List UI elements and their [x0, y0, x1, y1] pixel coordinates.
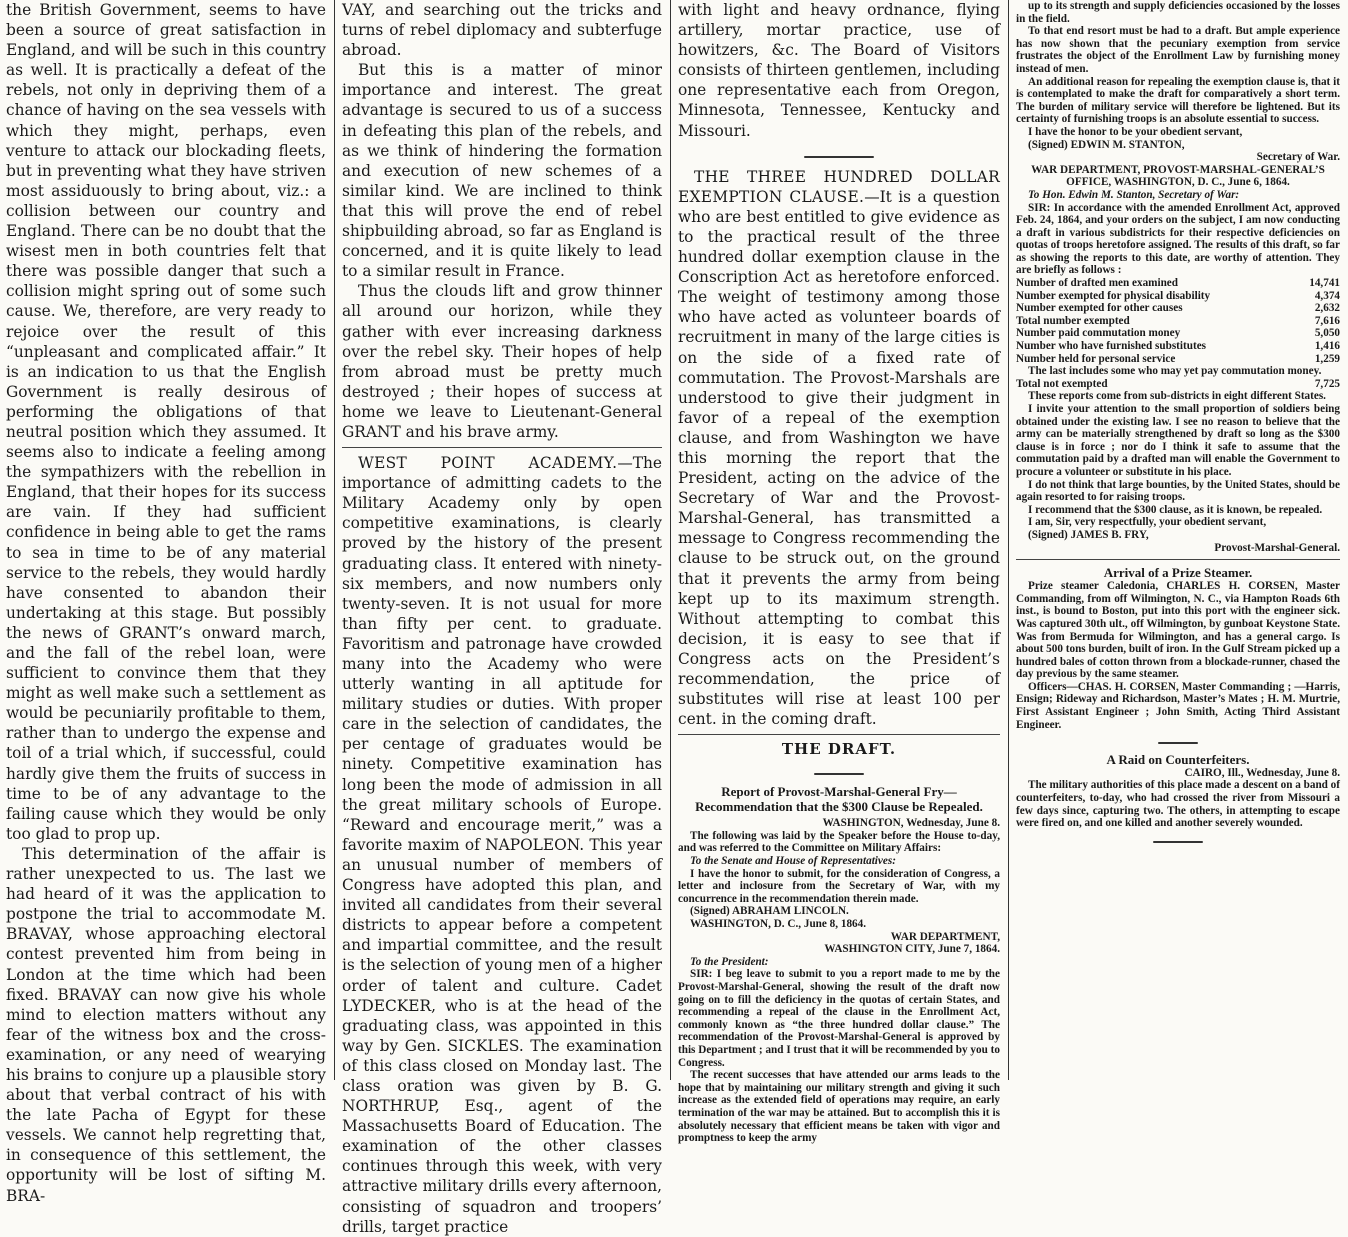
column-rule [670, 0, 671, 1080]
letter-closing: I have the honor to be your obedient servant, [1028, 125, 1243, 138]
table-label: Number who have furnished substitutes [1016, 340, 1207, 353]
table-value: 2,632 [1314, 302, 1340, 315]
table-row [1016, 302, 1340, 315]
total-label: Total not exempted [1016, 377, 1108, 390]
letter-paragraph: An additional reason for repealing the exemption clause is, that it is contemplated to make the draft for comparatively a short term. The burden of military service will therefore be lightened. But its certainty of furnishing troops is an absolute essential to success. [1016, 75, 1340, 126]
signature-title: Secretary of War. [1256, 151, 1340, 164]
editorial-paragraph: This determination of the affair is rather unexpected to us. The last we had heard of it was the application to postpone the trial to accommodate M. BRAVAY, whose approaching electoral contest prevented him from being in London at the time which had been fixed. BRAVAY can now give his whole mind to election matters without any fear of the witness box and the cross-examination, or any need of wearying his brains to conjure up a plausible story about that verbal contract of his with the late Pacha of Egypt for these vessels. We cannot help regretting that, in consequence of this settlement, the opportunity will be lost of sifting M. BRA- [6, 844, 326, 1205]
prize-steamer-body: Prize steamer Caledonia, CHARLES H. CORSEN, Master Commanding, from off Wilmington, N. C., via Hampton Roads 6th inst., is bound to Boston, put into this port with the engineer sick. Was captured 30th ult., off Wilmington, by gunboat Keystone State. Was from Bermuda for Wilmington, and has a general cargo. Is about 500 tons burden, built of iron. In the Gulf Stream picked up a hundred bales of cotton thrown from a blockade-runner, chased the day previous by the same steamer. [1016, 580, 1340, 681]
letter-paragraph: SIR: In accordance with the amended Enrollment Act, approved Feb. 24, 1864, and your orders on the subject, I am now conducting a draft in various subdistricts for their respective deficiencies on quotas of troops heretofore assigned. The results of this draft, so far as showing the reports to this date, are worthy of attention. They are briefly as follows : [1016, 201, 1340, 277]
dateline: WASHINGTON, Wednesday, June 8. [822, 817, 1000, 830]
prize-steamer-heading: Arrival of a Prize Steamer. [1103, 565, 1253, 581]
department-line: WASHINGTON CITY, June 7, 1864. [824, 943, 1000, 956]
table-row [1016, 327, 1340, 340]
total-value: 7,725 [1314, 377, 1340, 390]
salutation: To the Senate and House of Representatives: [690, 855, 896, 868]
report-intro: The following was laid by the Speaker before the House to-day, and was referred to the Committee on Military Affairs: [678, 829, 1000, 855]
editorial-paragraph: Thus the clouds lift and grow thinner all around our horizon, while they gather with ever increasing darkness over the rebel sky. Their hopes of help from abroad must be pretty much destroyed ; their hopes of success at home we leave to Lieutenant-General GRANT and his brave army. [342, 282, 662, 441]
letter-paragraph: I have the honor to submit, for the consideration of Congress, a letter and inclosure from the Secretary of War, with my concurrence in the recommendation therein made. [678, 867, 1000, 905]
section-divider [1016, 559, 1340, 560]
west-point-paragraph [342, 453, 662, 1237]
letter-paragraph: I do not think that large bounties, by the United States, should be again resorted to for raising troops. [1016, 478, 1340, 504]
officers-paragraph: Officers—CHAS. H. CORSEN, Master Commanding ; —Harris, Ensign; Rideway and Richardson, Master’s Mates ; H. M. Murtrie, First Assistant Engineer ; John Smith, Acting Third Assistant Engineer. [1016, 680, 1340, 731]
signature: (Signed) EDWIN M. STANTON, [1028, 138, 1185, 151]
letter-paragraph: I invite your attention to the small proportion of soldiers being obtained under the existing law. I see no reason to believe that the army can be materially strengthened by draft so long as the $300 clause is in force ; nor do I think it safe to assume that the commutation paid by a drafted man will enable the Government to procure a volunteer or substitute in his place. [1016, 403, 1340, 478]
column-rule [334, 0, 335, 1080]
table-label: Number held for personal service [1016, 352, 1176, 365]
letter-paragraph: up to its strength and supply deficiencies occasioned by the losses in the field. [1016, 0, 1340, 25]
table-row [1016, 340, 1340, 353]
exemption-heading: THE THREE HUNDRED DOLLAR EXEMPTION CLAUSE. [678, 167, 1000, 206]
table-row [1016, 353, 1340, 366]
signature-title: Provost-Marshal-General. [1214, 541, 1340, 554]
editorial-paragraph: But this is a matter of minor importance and interest. The great advantage is secured to us of a success in defeating this plan of the rebels, and as we think of hindering the formation and execution of new schemes of a similar kind. We are inclined to think that this will prove the end of rebel shipbuilding abroad, so far as England is concerned, and it is quite likely to lead to a similar result in France. [342, 61, 662, 281]
table-label: Number of drafted men examined [1016, 277, 1178, 290]
editorial-paragraph: VAY, and searching out the tricks and turns of rebel diplomacy and subterfuge abroad. [342, 1, 662, 60]
signature: (Signed) ABRAHAM LINCOLN. [690, 905, 849, 918]
table-value: 5,050 [1314, 327, 1340, 340]
section-divider [342, 447, 662, 448]
editorial-paragraph: with light and heavy ordnance, flying artillery, mortar practice, use of howitzers, &c. The Board of Visitors consists of thirteen gentlemen, including one representative each from Oregon, Minnesota, Tennessee, Kentucky and Missouri. [678, 1, 1000, 140]
place-date: WASHINGTON, D. C., June 8, 1864. [690, 918, 867, 931]
raid-heading: A Raid on Counterfeiters. [1106, 751, 1250, 767]
exemption-paragraph [678, 167, 1000, 730]
table-value: 1,259 [1314, 352, 1340, 365]
salutation: To Hon. Edwin M. Stanton, Secretary of War: [1028, 188, 1240, 201]
table-value: 4,374 [1314, 289, 1340, 302]
draft-results-table [1016, 277, 1340, 365]
letter-paragraph: To that end resort must be had to a draft. But ample experience has now shown that the pecuniary exemption from service frustrates the object of the Enrollment Law by furnishing money instead of men. [1016, 25, 1340, 75]
letter-paragraph: I recommend that the $300 clause, as it is known, be repealed. [1028, 503, 1323, 516]
west-point-body: —The importance of admitting cadets to the Military Academy only by open competitive examinations, is clearly proved by the history of the present graduating class. It entered with ninety-six members, and now numbers only twenty-seven. It is not usual for more than fifty per cent. to graduate. Favoritism and patronage have crowded many into the Academy who were utterly wanting in all aptitude for military studies or duties. With proper care in the selection of candidates, the per centage of graduates would be ninety. Competitive examination has long been the mode of admission in all the great military schools of Europe. “Reward and encourage merit,” was a favorite maxim of NAPOLEON. This year an unusual number of members of Congress have adopted this plan, and invited all candidates from their several districts to appear before a competent and impartial committee, and the result is the selection of young men of a higher order of talent and culture. Cadet LYDECKER, who is at the head of the graduating class, was appointed in this way by Gen. SICKLES. The examination of this class closed on Monday last. The class oration was given by B. G. NORTHRUP, Esq., agent of the Massachusetts Board of Education. The examination of the other classes continues through this week, with very attractive military drills every afternoon, consisting of squadron and troopers’ drills, target practice [342, 454, 662, 1236]
ornament-divider [1016, 735, 1340, 748]
column-4 [1016, 0, 1340, 1080]
signature: (Signed) JAMES B. FRY, [1028, 528, 1149, 541]
table-row [1016, 315, 1340, 328]
column-rule [1008, 0, 1009, 1080]
table-row [1016, 290, 1340, 303]
table-label: Number exempted for other causes [1016, 302, 1183, 315]
department-line: WAR DEPARTMENT, [890, 930, 1000, 943]
letter-paragraph: The recent successes that have attended our arms leads to the hope that by maintaining our military strength and giving it such increase as the extended field of operations may require, an early termination of the war may be attained. But to accomplish this it is absolutely necessary that efficient means be taken with vigor and promptness to keep the army [678, 1069, 1000, 1145]
draft-subheading: Report of Provost-Marshal-General Fry—Recommendation that the $300 Clause be Repealed. [695, 784, 983, 815]
table-row [1016, 277, 1340, 290]
exemption-body: —It is a question who are best entitled to give evidence as to the practical result of the three hundred dollar exemption clause in the Conscription Act as heretofore enforced. The weight of testimony among those who have acted as volunteer boards of recruitment in many of the large cities is on the side of a fixed rate of commutation. The Provost-Marshals are understood to give their judgment in favor of a repeal of the exemption clause, and from Washington we have this morning the report that the President, acting on the advice of the Secretary of War and the Provost-Marshal-General, has transmitted a message to Congress recommending the clause to be struck out, on the ground that it prevents the army from being kept up to its maximum strength. Without attempting to combat this decision, it is easy to see that if Congress acts on the President’s recommendation, the price of substitutes will rise at least 100 per cent. in the coming draft. [678, 187, 1000, 729]
raid-body: The military authorities of this place made a descent on a band of counterfeiters, to-day, who had crossed the river from Missouri a few days since, capturing two. The others, in attempting to escape were fired on, and one killed and another severely wounded. [1016, 779, 1341, 830]
letter-closing: I am, Sir, very respectfully, your obedient servant, [1028, 516, 1267, 529]
salutation: To the President: [690, 955, 769, 968]
table-label: Total number exempted [1016, 314, 1130, 327]
draft-total-row [1016, 378, 1340, 391]
ornament-divider [678, 762, 1000, 780]
ornament-divider [1016, 834, 1340, 847]
table-value: 7,616 [1314, 314, 1340, 327]
west-point-heading: WEST POINT ACADEMY. [358, 454, 618, 473]
draft-title: THE DRAFT. [781, 740, 897, 759]
section-divider [678, 734, 1000, 735]
column-1 [6, 0, 326, 1205]
table-value: 14,741 [1309, 277, 1340, 290]
department-heading: WAR DEPARTMENT, PROVOST-MARSHAL-GENERAL’S OFFICE, WASHINGTON, D. C., June 6, 1864. [1031, 163, 1325, 189]
letter-paragraph: These reports come from sub-districts in eight different States. [1028, 390, 1326, 403]
editorial-paragraph: the British Government, seems to have been a source of great satisfaction in England, and will be such in this country as well. It is practically a defeat of the rebels, not only in depriving them of a chance of having on the sea vessels with which they might, perhaps, even venture to attack our blockading fleets, but in preventing what they have striven most assiduously to bring about, viz.: a collision between our country and England. There can be no doubt that the wisest men in both countries felt that there was possible danger that such a collision might spring out of some such cause. We, therefore, are very ready to rejoice over the result of this “unpleasant and complicated affair.” It is an indication to us that the English Government is really desirous of performing the obligations of that neutral position which they assumed. It seems also to indicate a feeling among the sympathizers with the rebellion in England, that their hopes for its success are vain. If they had sufficient confidence in being able to get the rams to sea in time to be of any material service to the rebels, they would hardly have consented to abandon their undertaking at this stage. But possibly the news of GRANT’s onward march, and the fall of the rebel loan, were sufficient to convince them that they might as well make such a settlement as would be pecuniarily profitable to them, rather than to undergo the expense and toil of a trial which, if successful, could hardly give them the fruits of success in time to be of any advantage to the failing cause which they would be only too glad to prop up. [6, 1, 326, 843]
column-3 [678, 0, 1000, 1145]
ornament-divider [678, 145, 1000, 163]
column-2 [342, 0, 662, 1236]
letter-paragraph: The last includes some who may yet pay commutation money. [1028, 365, 1322, 378]
table-value: 1,416 [1314, 340, 1340, 353]
raid-dateline: CAIRO, Ill., Wednesday, June 8. [1184, 766, 1340, 779]
table-label: Number exempted for physical disability [1016, 289, 1211, 302]
letter-paragraph: SIR: I beg leave to submit to you a report made to me by the Provost-Marshal-General, showing the result of the draft now going on to fill the deficiency in the quotas of certain States, and recommending a repeal of the clause in the Enrollment Act, commonly known as “the three hundred dollar clause.” The recommendation of the Provost-Marshal-General is approved by this Department ; and I trust that it will be recommended by you to Congress. [678, 968, 1000, 1069]
table-label: Number paid commutation money [1016, 327, 1181, 340]
